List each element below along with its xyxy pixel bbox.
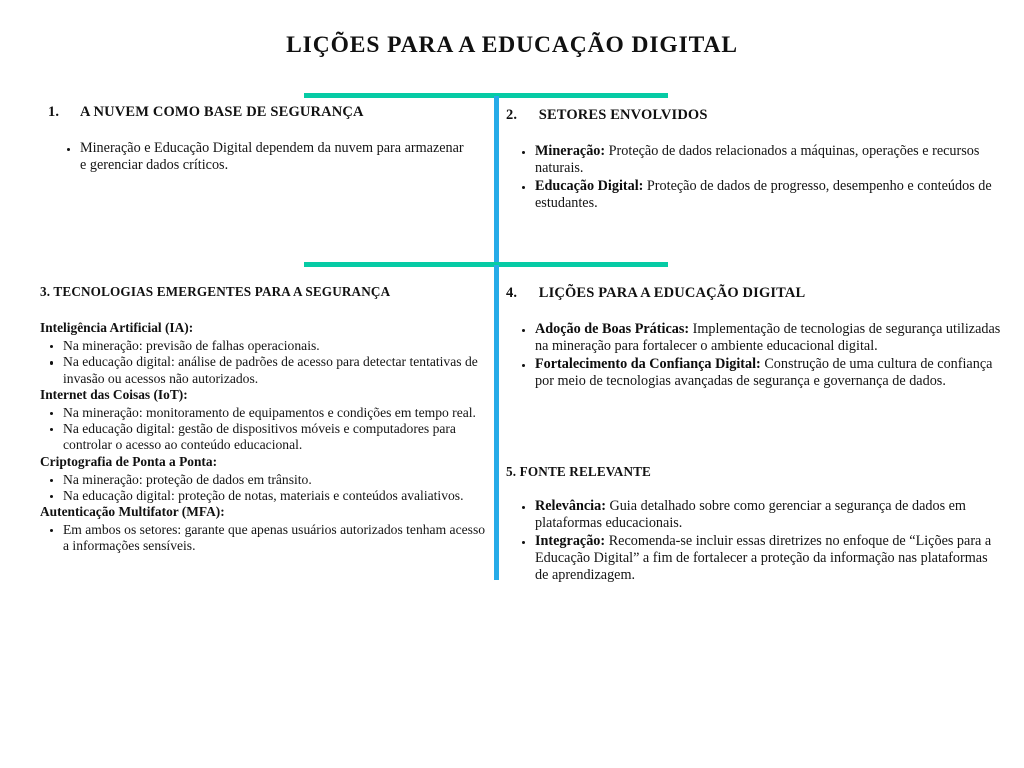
section-2-heading-text: SETORES ENVOLVIDOS <box>538 107 708 123</box>
list-item: Na educação digital: gestão de dispositivos móveis e computadores para controlar o acesso ao conteúdo educacional. <box>44 421 488 454</box>
section-5-heading-text: FONTE RELEVANTE <box>519 464 652 479</box>
section-3-heading-text: TECNOLOGIAS EMERGENTES PARA A SEGURANÇA <box>53 284 391 299</box>
bullet-lead: Fortalecimento da Confiança Digital: <box>535 355 761 372</box>
subgroup-bullet-list <box>44 472 488 505</box>
subheading: Autenticação Multifator (MFA): <box>40 504 225 520</box>
section-3-group-encryption <box>40 454 488 505</box>
subheading: Internet das Coisas (IoT): <box>40 386 188 402</box>
list-item <box>516 533 1002 585</box>
section-2-heading <box>506 107 1002 124</box>
list-item: Em ambos os setores: garante que apenas usuários autorizados tenham acesso a informações sensíveis. <box>44 522 488 555</box>
subgroup-bullet-list <box>44 522 488 555</box>
section-4-bullet-list <box>516 321 1002 390</box>
bullet-text: Recomenda-se incluir essas diretrizes no enfoque de “Lições para a Educação Digital” a fim de fortalecer a proteção da informação nas plataformas de aprendizagem. <box>535 532 992 584</box>
horizontal-divider-top <box>304 93 668 98</box>
section-5-relevant-source <box>506 464 1002 585</box>
section-4-number: 4. <box>506 285 518 301</box>
bullet-lead: Educação Digital: <box>535 177 644 194</box>
list-item: Na mineração: previsão de falhas operacionais. <box>44 338 488 354</box>
list-item <box>516 321 1002 356</box>
bullet-text: Guia detalhado sobre como gerenciar a segurança de dados em plataformas educacionais. <box>535 498 966 532</box>
bullet-lead: Integração: <box>535 532 606 549</box>
bullet-text: Proteção de dados relacionados a máquinas, operações e recursos naturais. <box>535 143 980 177</box>
vertical-divider-lower <box>494 265 499 580</box>
subgroup-bullet-list <box>44 338 488 387</box>
page-title: LIÇÕES PARA A EDUCAÇÃO DIGITAL <box>286 31 738 58</box>
section-1-cloud-security <box>40 104 470 175</box>
bullet-lead: Adoção de Boas Práticas: <box>535 321 690 337</box>
horizontal-divider-middle <box>304 262 668 267</box>
list-item: Na educação digital: proteção de notas, materiais e conteúdos avaliativos. <box>44 488 488 504</box>
section-1-heading-text: A NUVEM COMO BASE DE SEGURANÇA <box>79 104 364 120</box>
list-item: Na mineração: proteção de dados em trânsito. <box>44 472 488 488</box>
section-3-heading <box>40 284 488 300</box>
section-3-emerging-technologies <box>40 284 488 555</box>
list-item: Na educação digital: análise de padrões de acesso para detectar tentativas de invasão ou acessos não autorizados. <box>44 354 488 387</box>
section-4-heading <box>506 285 1002 302</box>
bullet-text: Mineração e Educação Digital dependem da nuvem para armazenar e gerenciar dados críticos. <box>80 140 464 174</box>
section-4-heading-text: LIÇÕES PARA A EDUCAÇÃO DIGITAL <box>538 285 806 301</box>
list-item <box>516 498 1002 533</box>
section-3-group-ai <box>40 320 488 387</box>
subgroup-bullet-list <box>44 405 488 454</box>
section-1-heading <box>48 104 470 121</box>
section-5-bullet-list <box>516 498 1002 585</box>
bullet-lead: Mineração: <box>535 143 606 159</box>
section-3-group-iot <box>40 387 488 454</box>
section-1-number: 1. <box>48 104 60 120</box>
section-2-sectors-involved <box>506 107 1002 212</box>
section-5-heading <box>506 464 1002 480</box>
list-item <box>61 140 470 175</box>
list-item <box>516 178 1002 213</box>
bullet-lead: Relevância: <box>535 498 606 514</box>
section-3-number: 3. <box>40 284 51 299</box>
bullet-text: Implementação de tecnologias de segurança utilizadas na mineração para fortalecer o ambiente educacional digital. <box>535 321 1001 355</box>
subheading: Inteligência Artificial (IA): <box>40 320 194 335</box>
list-item <box>516 143 1002 178</box>
section-2-bullet-list <box>516 143 1002 212</box>
vertical-divider-upper <box>494 96 499 262</box>
list-item <box>516 356 1002 391</box>
section-4-lessons-digital-education <box>506 285 1002 390</box>
list-item: Na mineração: monitoramento de equipamentos e condições em tempo real. <box>44 405 488 421</box>
section-1-bullet-list <box>61 140 470 175</box>
subheading: Criptografia de Ponta a Ponta: <box>40 453 218 469</box>
section-2-number: 2. <box>506 107 518 123</box>
section-3-group-mfa <box>40 504 488 555</box>
bullet-text: Proteção de dados de progresso, desempenho e conteúdos de estudantes. <box>535 177 992 211</box>
section-5-number: 5. <box>506 464 517 479</box>
bullet-text: Construção de uma cultura de confiança por meio de tecnologias avançadas de segurança e governança de dados. <box>535 355 993 389</box>
